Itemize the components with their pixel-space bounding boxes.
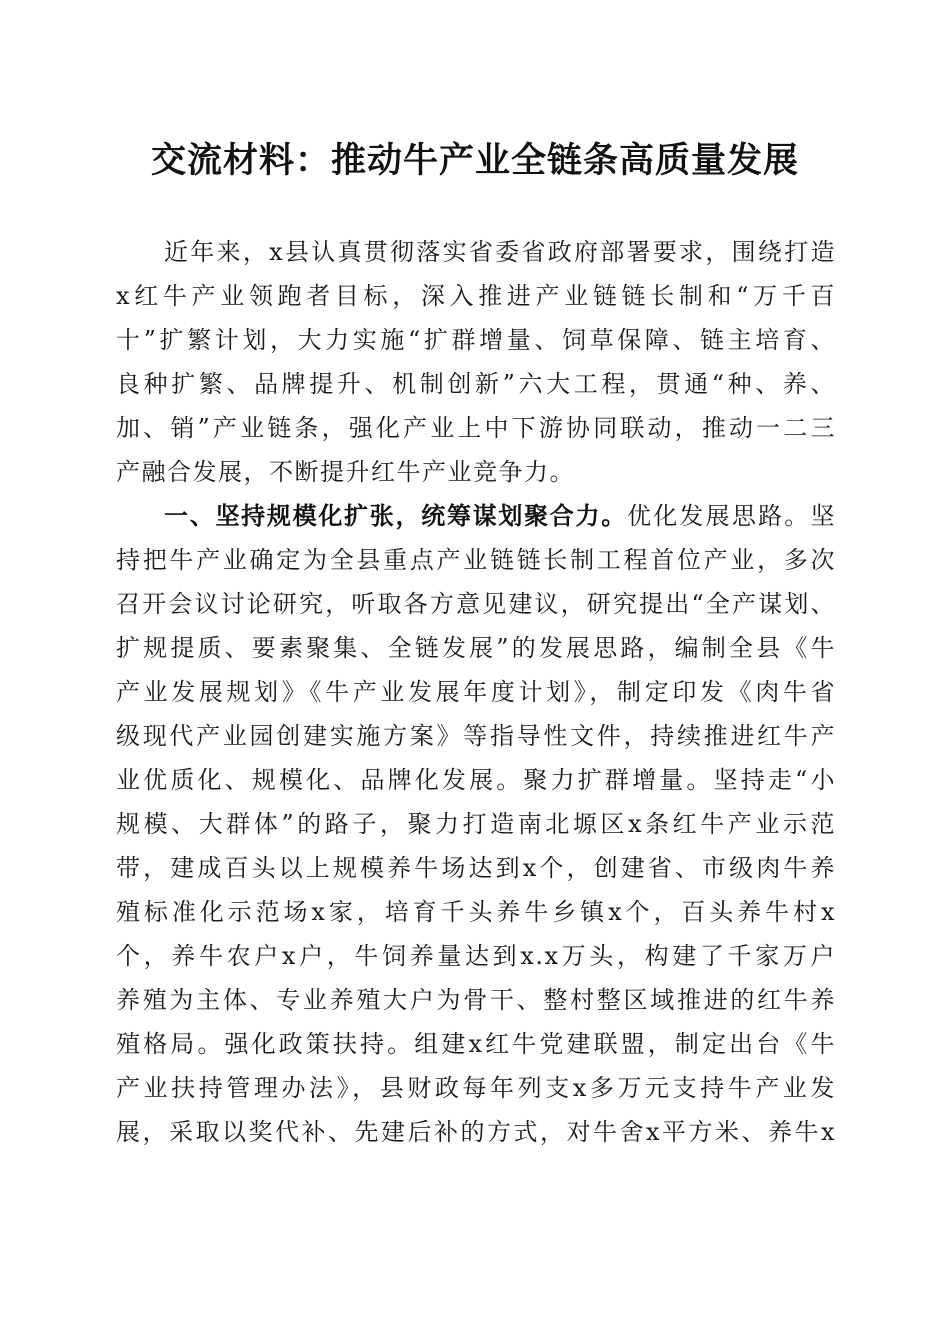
paragraph-line: x红牛产业领跑者目标，深入推进产业链链长制和“万千百 <box>116 282 836 310</box>
paragraph-line: 殖格局。强化政策扶持。组建x红牛党建联盟，制定出台《牛 <box>116 1030 836 1058</box>
paragraph-line: 良种扩繁、品牌提升、机制创新”六大工程，贯通“种、养、 <box>116 370 836 398</box>
paragraph-line: 养殖为主体、专业养殖大户为骨干、整村整区域推进的红牛养 <box>116 986 836 1014</box>
section-1-heading: 一、坚持规模化扩张，统筹谋划聚合力。 <box>164 502 627 530</box>
document-body <box>116 230 836 1154</box>
paragraph-line: 业优质化、规模化、品牌化发展。聚力扩群增量。坚持走“小 <box>116 766 836 794</box>
paragraph-line: 展，采取以奖代补、先建后补的方式，对牛舍x平方米、养牛x <box>116 1118 836 1146</box>
paragraph-line: 规模、大群体”的路子，聚力打造南北塬区x条红牛产业示范 <box>116 810 836 838</box>
section-1-first-line-rest: 优化发展思路。坚 <box>626 502 837 530</box>
section-1-paragraph <box>116 494 836 1154</box>
document-title: 交流材料：推动牛产业全链条高质量发展 <box>150 140 799 181</box>
paragraph-line: 级现代产业园创建实施方案》等指导性文件，持续推进红牛产 <box>116 722 836 750</box>
paragraph-line: 产融合发展，不断提升红牛产业竞争力。 <box>116 458 575 486</box>
paragraph-line: 带，建成百头以上规模养牛场达到x个，创建省、市级肉牛养 <box>116 854 836 882</box>
paragraph-line: 个，养牛农户x户，牛饲养量达到x.x万头，构建了千家万户 <box>116 942 836 970</box>
paragraph-line: 近年来，x县认真贯彻落实省委省政府部署要求，围绕打造 <box>164 238 836 266</box>
paragraph-line: 加、销”产业链条，强化产业上中下游协同联动，推动一二三 <box>116 414 836 442</box>
paragraph-line: 产业扶持管理办法》，县财政每年列支x多万元支持牛产业发 <box>116 1074 836 1102</box>
paragraph-line: 殖标准化示范场x家，培育千头养牛乡镇x个，百头养牛村x <box>116 898 836 926</box>
section-1-first-line <box>116 494 836 538</box>
paragraph-line: 持把牛产业确定为全县重点产业链链长制工程首位产业，多次 <box>116 546 836 574</box>
paragraph-line: 扩规提质、要素聚集、全链发展”的发展思路，编制全县《牛 <box>116 634 836 662</box>
intro-paragraph <box>116 230 836 494</box>
paragraph-line: 产业发展规划》《牛产业发展年度计划》，制定印发《肉牛省 <box>116 678 836 706</box>
paragraph-line: 十”扩繁计划，大力实施“扩群增量、饲草保障、链主培育、 <box>116 326 836 354</box>
paragraph-line: 召开会议讨论研究，听取各方意见建议，研究提出“全产谋划、 <box>116 590 836 618</box>
